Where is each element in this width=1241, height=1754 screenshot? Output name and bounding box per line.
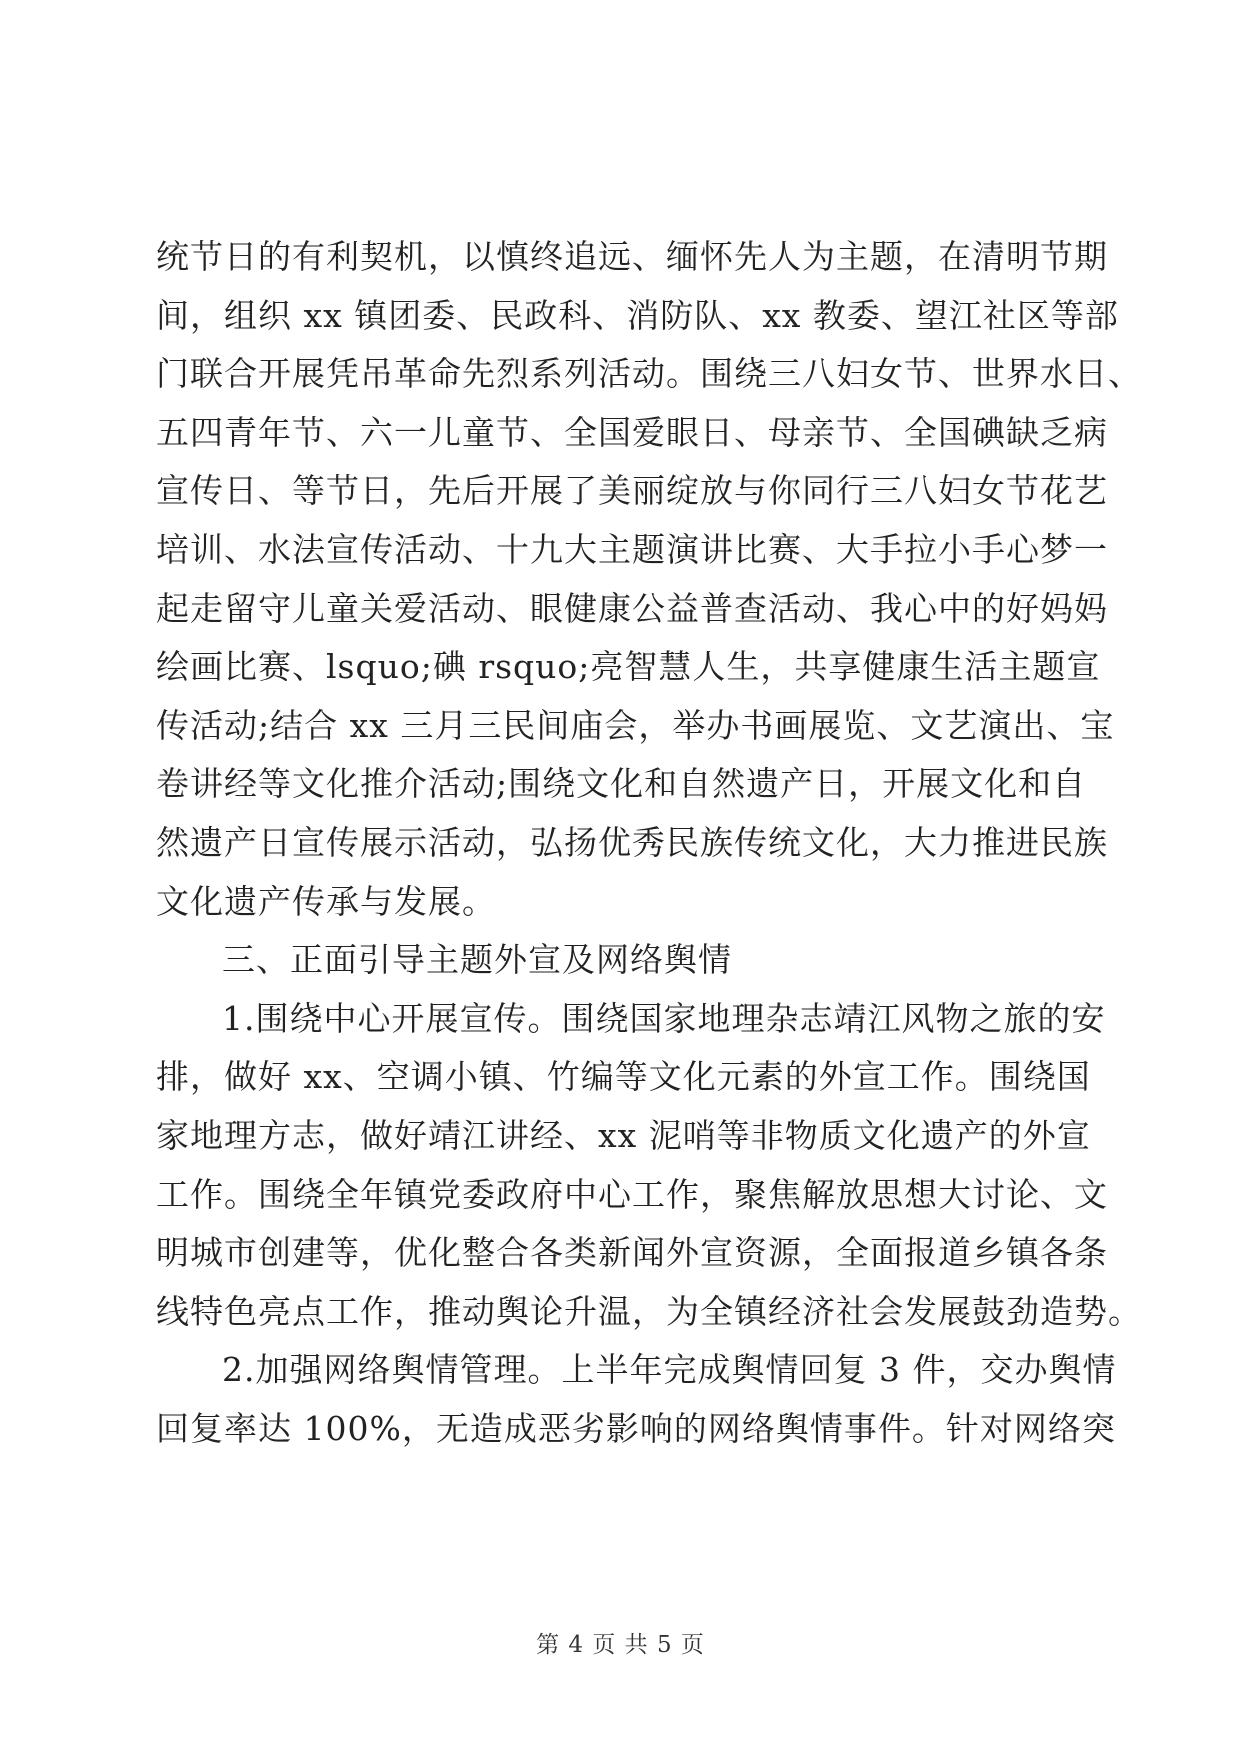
text-line: 五四青年节、六一儿童节、全国爱眼日、母亲节、全国碘缺乏病 [156,412,1108,452]
body-text [156,228,1142,1458]
text-line: 绘画比赛、lsquo;碘 rsquo;亮智慧人生，共享健康生活主题宣 [156,647,1101,687]
text-line: 卷讲经等文化推介活动;围绕文化和自然遗产日，开展文化和自 [156,764,1087,804]
text-line: 起走留守儿童关爱活动、眼健康公益普查活动、我心中的好妈妈 [156,588,1108,628]
text-line: 工作。围绕全年镇党委政府中心工作，聚焦解放思想大讨论、文 [156,1174,1108,1214]
text-line: 培训、水法宣传活动、十九大主题演讲比赛、大手拉小手心梦一 [156,529,1108,569]
text-line: 1.围绕中心开展宣传。围绕国家地理杂志靖江风物之旅的安 [222,998,1106,1038]
text-line: 门联合开展凭吊革命先烈系列活动。围绕三八妇女节、世界水日、 [156,354,1142,394]
text-line: 2.加强网络舆情管理。上半年完成舆情回复 3 件，交办舆情 [222,1350,1117,1390]
text-line: 统节日的有利契机，以慎终追远、缅怀先人为主题，在清明节期 [156,237,1108,276]
page-number-footer: 第 4 页 共 5 页 [536,1632,705,1658]
text-line: 家地理方志，做好靖江讲经、xx 泥哨等非物质文化遗产的外宣 [156,1115,1091,1155]
text-line: 间，组织 xx 镇团委、民政科、消防队、xx 教委、望江社区等部 [156,295,1119,335]
section-heading: 三、正面引导主题外宣及网络舆情 [222,940,732,980]
text-line: 回复率达 100%，无造成恶劣影响的网络舆情事件。针对网络突 [156,1408,1116,1448]
text-line: 线特色亮点工作，推动舆论升温，为全镇经济社会发展鼓劲造势。 [156,1291,1142,1331]
paragraph-end-line: 文化遗产传承与发展。 [156,881,496,921]
text-line: 宣传日、等节日，先后开展了美丽绽放与你同行三八妇女节花艺 [156,471,1108,511]
text-line: 排，做好 xx、空调小镇、竹编等文化元素的外宣工作。围绕国 [156,1057,1091,1097]
text-line: 明城市创建等，优化整合各类新闻外宣资源，全面报道乡镇各条 [156,1233,1108,1273]
text-line: 传活动;结合 xx 三月三民间庙会，举办书画展览、文艺演出、宝 [156,705,1115,745]
text-line: 然遗产日宣传展示活动，弘扬优秀民族传统文化，大力推进民族 [156,822,1108,862]
